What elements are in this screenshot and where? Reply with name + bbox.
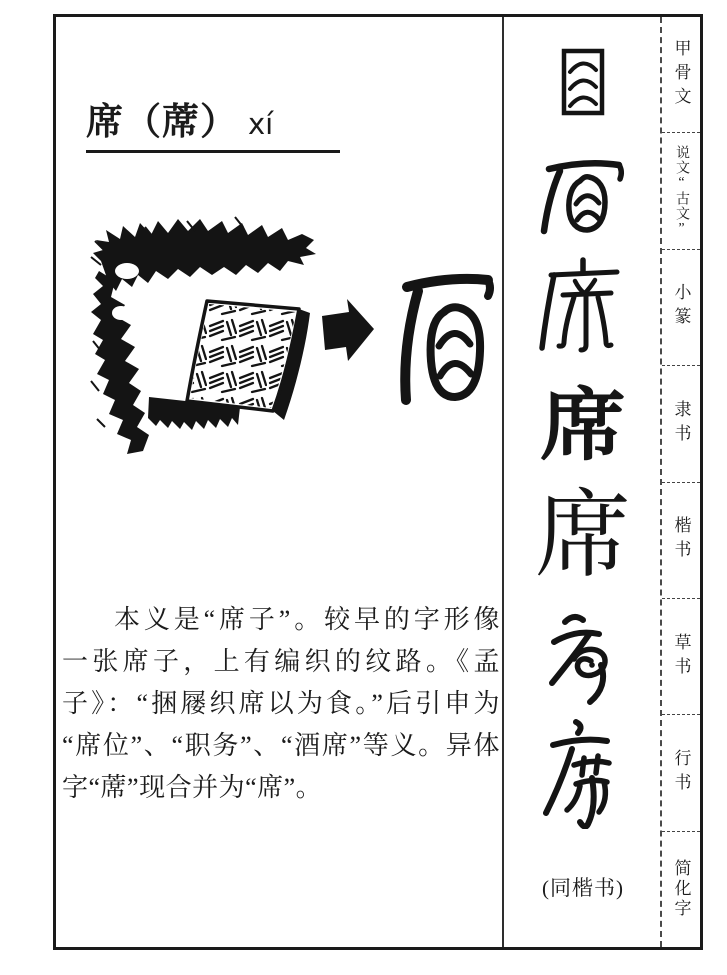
pinyin: xí (248, 107, 274, 141)
definition-line: 本义是“席子”。较早的字形像 (114, 605, 500, 634)
oracle-bone-glyph (504, 47, 662, 117)
headword: 席（蓆） (86, 102, 238, 143)
entry-title (86, 91, 273, 145)
simplified-note: (同楷书) (542, 876, 624, 900)
definition-line: 一张席子，上有编织的纹路。《孟 (62, 647, 500, 676)
script-label-kaishu: 楷书 (662, 482, 700, 598)
definition-line: 子》：“捆屦织席以为食。”后引申为 (62, 689, 500, 718)
script-label-jianhuazi: 简化字 (662, 831, 700, 947)
script-label-shuowen-guwen: 说文“古文” (662, 132, 700, 248)
evolution-arrow-icon (322, 299, 374, 361)
etymology-illustration (86, 213, 498, 463)
script-label-jiaguwen: 甲骨文 (671, 38, 691, 111)
regular-script-glyph: 席 (535, 482, 631, 589)
script-label-xiaozhuan: 小篆 (662, 249, 700, 365)
shuowen-guwen-glyph (504, 157, 662, 235)
definition-paragraph (62, 599, 500, 809)
script-label-caoshu: 草书 (662, 598, 700, 714)
ancient-form-glyph (405, 279, 490, 400)
script-labels-column (660, 17, 700, 947)
script-label-xingshu: 行书 (662, 714, 700, 830)
definition-line: 字“蓆”现合并为“席”。 (62, 773, 323, 802)
definition-line: “席位”、“职务”、“酒席”等义。异体 (62, 731, 500, 760)
mat-drawing (148, 301, 310, 430)
running-script-glyph (504, 717, 662, 829)
seal-script-glyph (504, 257, 662, 353)
title-underline (86, 150, 340, 153)
clerical-script-glyph: 席 (540, 381, 626, 471)
cursive-script-glyph (504, 609, 662, 705)
script-forms-column (502, 17, 660, 947)
script-label-lishu: 隶书 (662, 365, 700, 481)
page-border (53, 14, 703, 950)
